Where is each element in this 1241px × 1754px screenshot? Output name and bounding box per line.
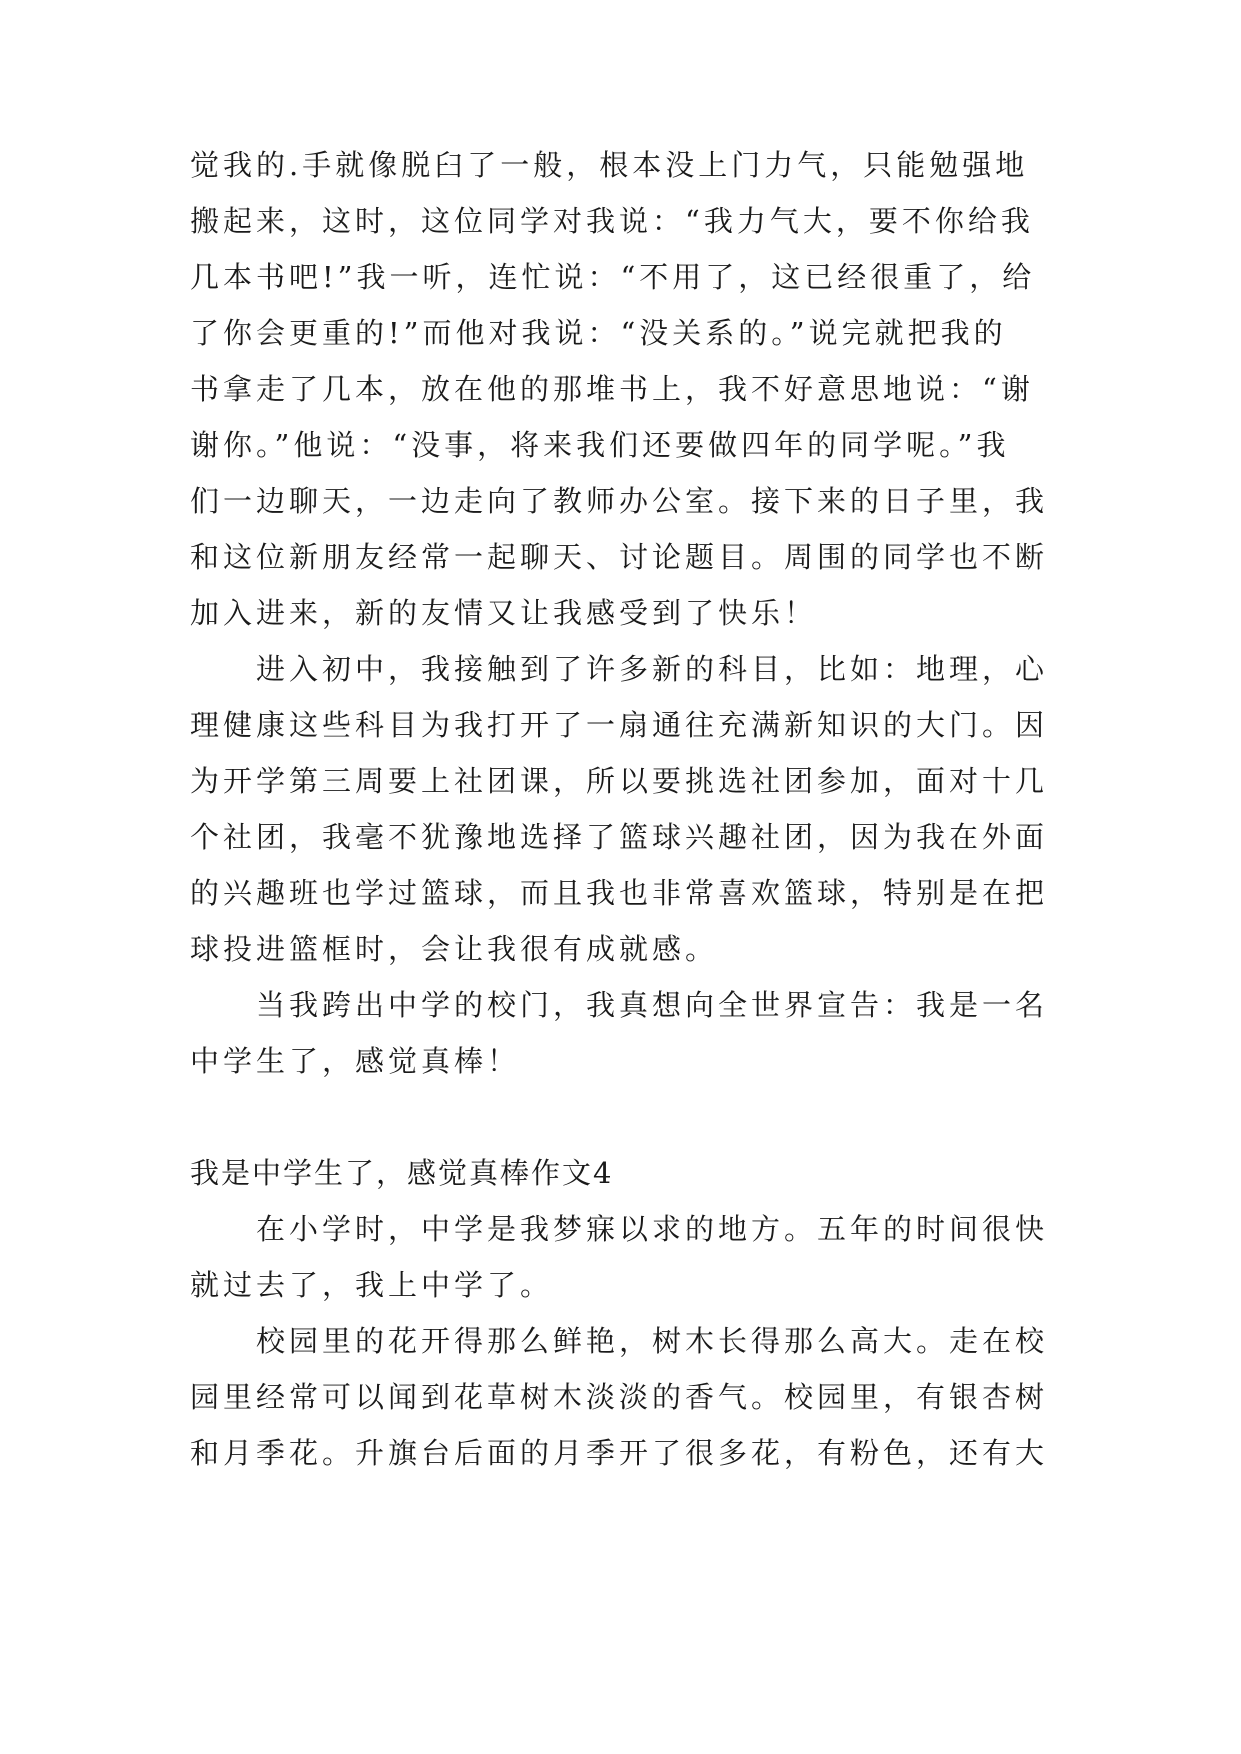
paragraph-2-line-5: 的兴趣班也学过篮球，而且我也非常喜欢篮球，特别是在把: [190, 876, 1049, 910]
paragraph-5-line-2: 园里经常可以闻到花草树木淡淡的香气。校园里，有银杏树: [190, 1380, 1049, 1414]
essay-title: 我是中学生了，感觉真棒作文4: [190, 1156, 614, 1190]
paragraph-2-line-6: 球投进篮框时，会让我很有成就感。: [190, 932, 719, 966]
paragraph-4-line-2: 就过去了，我上中学了。: [190, 1268, 554, 1302]
paragraph-1-line-9: 加入进来，新的友情又让我感受到了快乐！: [190, 596, 818, 630]
paragraph-2-line-4: 个社团，我毫不犹豫地选择了篮球兴趣社团，因为我在外面: [190, 820, 1049, 854]
paragraph-1-line-2: 搬起来，这时，这位同学对我说：“我力气大，要不你给我: [190, 204, 1034, 238]
paragraph-2-line-3: 为开学第三周要上社团课，所以要挑选社团参加，面对十几: [190, 764, 1049, 798]
paragraph-1-line-8: 和这位新朋友经常一起聊天、讨论题目。周围的同学也不断: [190, 540, 1049, 574]
paragraph-1-line-5: 书拿走了几本，放在他的那堆书上，我不好意思地说：“谢: [190, 372, 1034, 406]
paragraph-2-line-1: 进入初中，我接触到了许多新的科目，比如：地理，心: [256, 652, 1049, 686]
paragraph-5-line-3: 和月季花。升旗台后面的月季开了很多花，有粉色，还有大: [190, 1436, 1049, 1470]
paragraph-5-line-1: 校园里的花开得那么鲜艳，树木长得那么高大。走在校: [256, 1324, 1049, 1358]
paragraph-3-line-2: 中学生了，感觉真棒！: [190, 1044, 521, 1078]
paragraph-1-line-3: 几本书吧!”我一听，连忙说：“不用了，这已经很重了，给: [190, 260, 1036, 294]
paragraph-3-line-1: 当我跨出中学的校门，我真想向全世界宣告：我是一名: [256, 988, 1049, 1022]
paragraph-4-line-1: 在小学时，中学是我梦寐以求的地方。五年的时间很快: [256, 1212, 1049, 1246]
paragraph-1-line-6: 谢你。”他说：“没事，将来我们还要做四年的同学呢。”我: [190, 428, 1010, 462]
paragraph-2-line-2: 理健康这些科目为我打开了一扇通往充满新知识的大门。因: [190, 708, 1049, 742]
paragraph-1-line-4: 了你会更重的!”而他对我说：“没关系的。”说完就把我的: [190, 316, 1007, 350]
paragraph-1-line-7: 们一边聊天，一边走向了教师办公室。接下来的日子里，我: [190, 484, 1049, 518]
paragraph-1-line-1: 觉我的.手就像脱臼了一般，根本没上门力气，只能勉强地: [190, 148, 1029, 182]
